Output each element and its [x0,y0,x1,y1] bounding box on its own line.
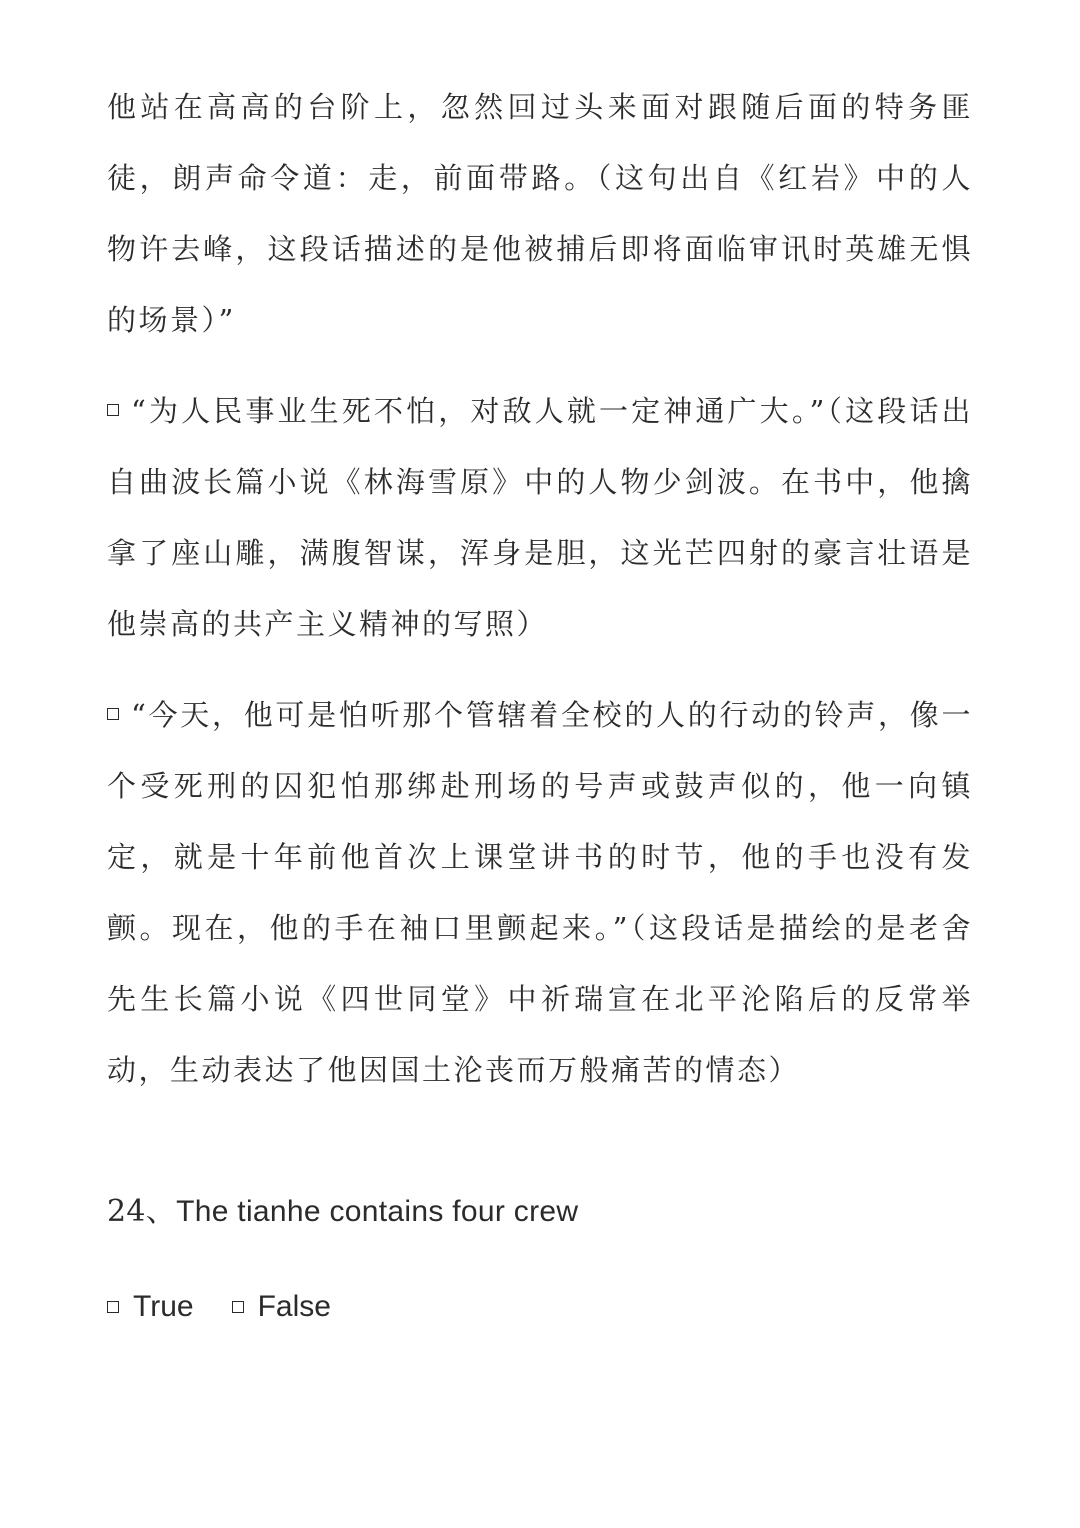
answer-true[interactable] [107,1287,194,1327]
paragraph-text: 他站在高高的台阶上，忽然回过头来面对跟随后面的特务匪徒，朗声命令道：走，前面带路。（这句出自《红岩》中的人物许去峰，这段话描述的是他被捕后即将面临审讯时英雄无惧的场景）” [107,90,973,337]
option-sishi-tongtang [107,680,973,1106]
answer-options [107,1287,973,1327]
answer-false[interactable] [232,1287,331,1327]
paragraph-hongyan [107,72,973,356]
question-text: The tianhe contains four crew [176,1195,579,1228]
option-text: “今天，他可是怕听那个管辖着全校的人的行动的铃声，像一个受死刑的囚犯怕那绑赴刑场的号声或鼓声似的，他一向镇定，就是十年前他首次上课堂讲书的时节，他的手也没有发颤。现在，他的手在袖口里颤起来。”（这段话是描绘的是老舍先生长篇小说《四世同堂》中祈瑞宣在北平沦陷后的反常举动，生动表达了他因国土沦丧而万般痛苦的情态） [107,698,973,1087]
checkbox[interactable] [232,1301,244,1313]
answer-label: True [133,1290,194,1323]
option-text: “为人民事业生死不怕，对敌人就一定神通广大。”（这段话出自曲波长篇小说《林海雪原》中的人物少剑波。在书中，他擒拿了座山雕，满腹智谋，浑身是胆，这光芒四射的豪言壮语是他崇高的共产主义精神的写照） [107,394,973,641]
checkbox[interactable] [107,708,119,720]
checkbox[interactable] [107,1301,119,1313]
option-linhai-xueyuan [107,376,973,660]
document-body [107,72,973,1327]
answer-label: False [257,1290,331,1323]
checkbox[interactable] [107,404,119,416]
question-number: 24、 [107,1194,177,1229]
question-24 [107,1192,973,1232]
